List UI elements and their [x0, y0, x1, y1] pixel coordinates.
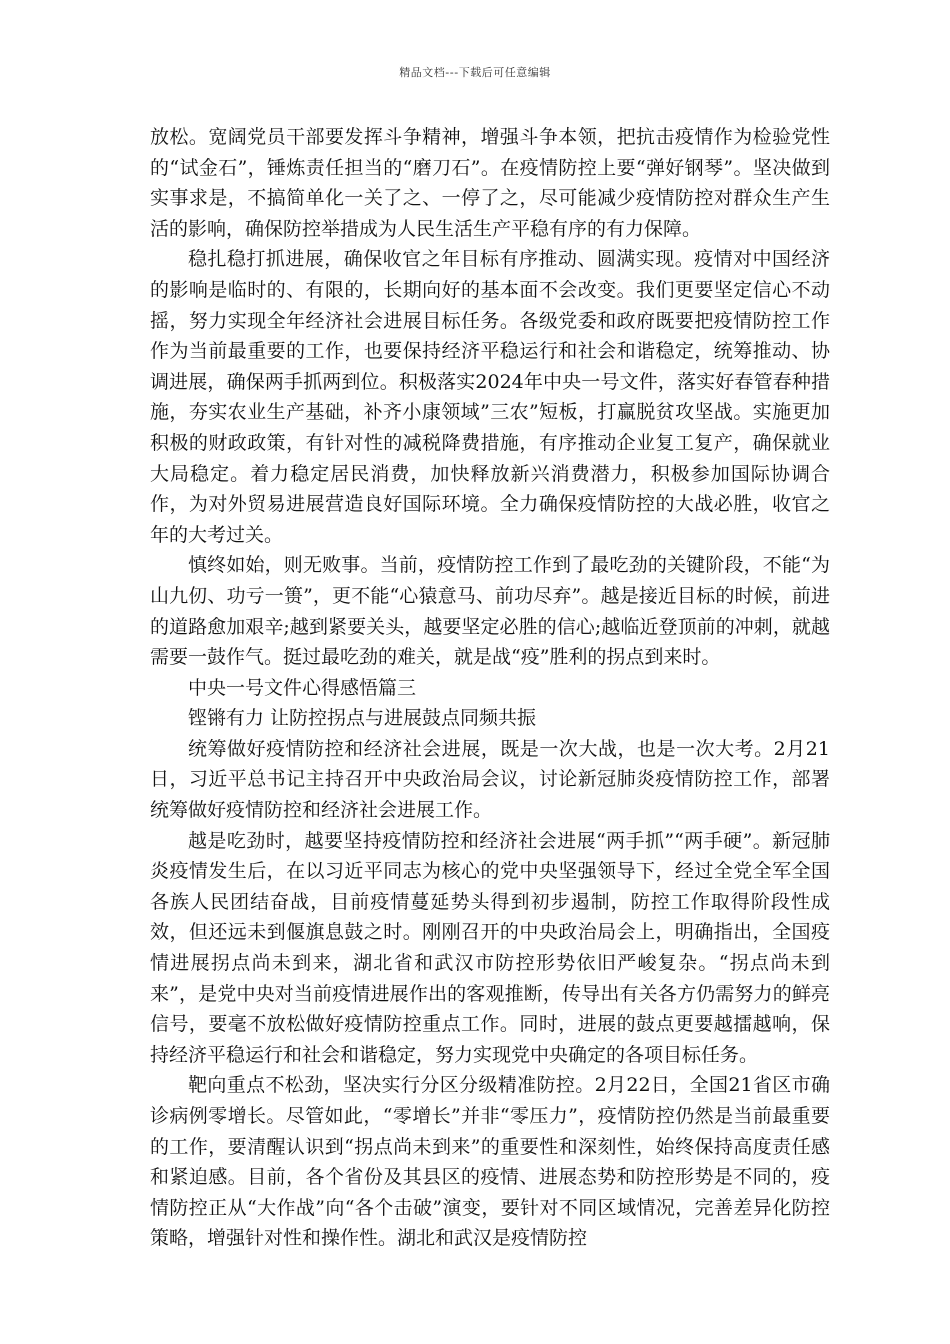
- paragraph-5: 越是吃劲时，越要坚持疫情防控和经济社会进展“两手抓”“两手硬”。新冠肺炎疫情发生后，在以习近平同志为核心的党中央坚强领导下，经过全党全军全国各族人民团结奋战，目前疫情蔓延势头得到初步遏制，防控工作取得阶段性成效，但还远未到偃旗息鼓之时。刚刚召开的中央政治局会上，明确指出，全国疫情进展拐点尚未到来，湖北省和武汉市防控形势依旧严峻复杂。“拐点尚未到来”，是党中央对当前疫情进展作出的客观推断，传导出有关各方仍需努力的鲜亮信号，要毫不放松做好疫情防控重点工作。同时，进展的鼓点更要越擂越响，保持经济平稳运行和社会和谐稳定，努力实现党中央确定的各项目标任务。: [150, 829, 830, 1066]
- paragraph-3: 慎终如始，则无败事。当前，疫情防控工作到了最吃劲的关键阶段，不能“为山九仞、功亏一篑”，更不能“心猿意马、前功尽弃”。越是接近目标的时候，前进的道路愈加艰辛;越到紧要关头，越要坚定必胜的信心;越临近登顶前的冲刺，就越需要一鼓作气。挺过最吃劲的难关，就是战“疫”胜利的拐点到来时。: [150, 554, 830, 669]
- section-title: 中央一号文件心得感悟篇三: [188, 676, 417, 699]
- paragraph-2: 稳扎稳打抓进展，确保收官之年目标有序推动、圆满实现。疫情对中国经济的影响是临时的、有限的，长期向好的基本面不会改变。我们更要坚定信心不动摇，努力实现全年经济社会进展目标任务。各级党委和政府既要把疫情防控工作作为当前最重要的工作，也要保持经济平稳运行和社会和谐稳定，统筹推动、协调进展，确保两手抓两到位。积极落实2024年中央一号文件，落实好春管春种措施，夯实农业生产基础，补齐小康领域”三农”短板，打赢脱贫攻坚战。实施更加积极的财政政策，有针对性的减税降费措施，有序推动企业复工复产，确保就业大局稳定。着力稳定居民消费，加快释放新兴消费潜力，积极参加国际协调合作，为对外贸易进展营造良好国际环境。全力确保疫情防控的大战必胜，收官之年的大考过关。: [150, 248, 830, 546]
- page-header: 精品文档---下载后可任意编辑: [399, 66, 551, 79]
- paragraph-6: 靶向重点不松劲，坚决实行分区分级精准防控。2月22日，全国21省区市确诊病例零增长。尽管如此，“零增长”并非“零压力”，疫情防控仍然是当前最重要的工作，要清醒认识到“拐点尚未到来”的重要性和深刻性，始终保持高度责任感和紧迫感。目前，各个省份及其县区的疫情、进展态势和防控形势是不同的，疫情防控正从“大作战”向“各个击破”演变，要针对不同区域情况，完善差异化防控策略，增强针对性和操作性。湖北和武汉是疫情防控: [150, 1074, 830, 1250]
- paragraph-4: 统筹做好疫情防控和经济社会进展，既是一次大战，也是一次大考。2月21日，习近平总书记主持召开中央政治局会议，讨论新冠肺炎疫情防控工作，部署统筹做好疫情防控和经济社会进展工作。: [150, 737, 830, 822]
- document-body: [150, 122, 830, 1254]
- paragraph-1: 放松。宽阔党员干部要发挥斗争精神，增强斗争本领，把抗击疫情作为检验党性的“试金石”，锤炼责任担当的“磨刀石”。在疫情防控上要“弹好钢琴”。坚决做到实事求是，不搞简单化一关了之、一停了之，尽可能减少疫情防控对群众生产生活的影响，确保防控举措成为人民生活生产平稳有序的有力保障。: [150, 126, 830, 240]
- section-subtitle: 铿锵有力 让防控拐点与进展鼓点同频共振: [188, 707, 537, 730]
